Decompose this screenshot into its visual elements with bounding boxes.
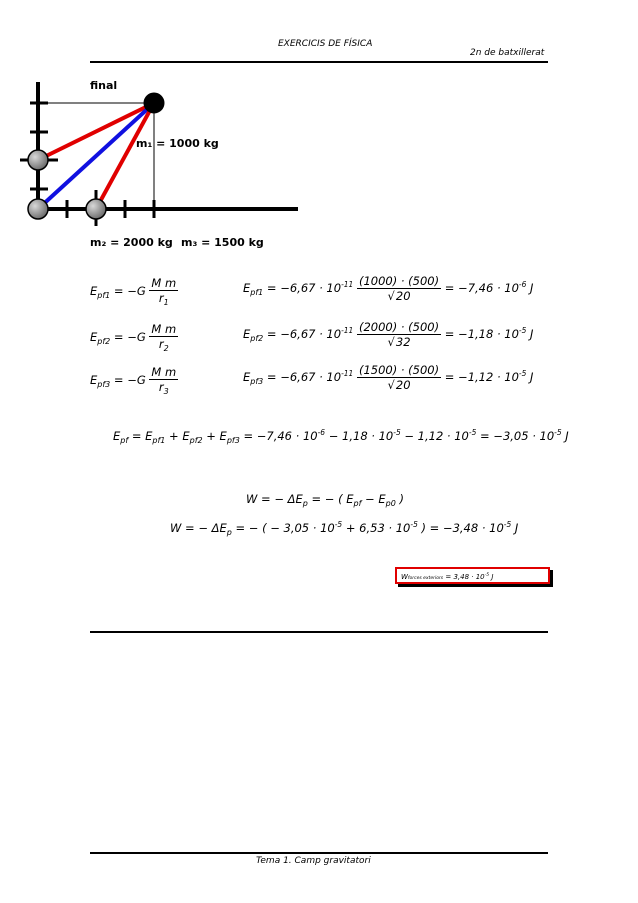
result-box: Wforces exteriors = $3,48 \cdot 10^{-5}$ J [395, 567, 550, 584]
mass-final [144, 93, 164, 113]
mass-m2 [28, 199, 48, 219]
mass-m3 [86, 199, 106, 219]
footer-rule [90, 852, 548, 854]
formula-epf1: $E_{pf1} = -G$ $\frac{\text{M m}}{r_1}$ [90, 276, 177, 307]
section-rule [90, 631, 548, 633]
calc-epf3: $E_{pf3} = -6,67 \cdot 10^{-11}$ $\frac{(1500) \cdot (500)}{√20}$ = $-1,12 \cdot 10^{-5}$ J [243, 363, 534, 392]
m1-label: m₁ = 1000 kg [136, 137, 219, 150]
header-course: 2n de batxillerat [470, 48, 545, 58]
work-definition: W = − $\Delta E_p$ = − ( $E_{pf} - E_{p0}$ ) [246, 492, 404, 508]
final-label: final [90, 79, 118, 92]
formula-epf3: $E_{pf3} = -G$ $\frac{\text{M m}}{r_3}$ [90, 365, 177, 396]
m2-label: m₂ = 2000 kg [90, 236, 173, 249]
mass-diagram [0, 0, 638, 260]
m3-label: m₃ = 1500 kg [181, 236, 264, 249]
formula-epf2: $E_{pf2} = -G$ $\frac{\text{M m}}{r_2}$ [90, 322, 177, 353]
header-title: EXERCICIS DE FÍSICA [278, 39, 373, 49]
footer-text: Tema 1. Camp gravitatori [256, 856, 371, 866]
work-calculation: W = − $\Delta E_p$ = − ( − $3,05 \cdot 10^{-5} + 6,53 \cdot 10^{-5}$ ) = $-3,48 \cdot 10^{-5}$ J [170, 520, 519, 537]
total-epf: $E_{pf} = E_{pf1} + E_{pf2} + E_{pf3} = -7,46 \cdot 10^{-6} - 1,18 \cdot 10^{-5} - 1,12 \cdot 10^{-5} = -3,05 \cdot 10^{-5}$ J [113, 428, 569, 445]
mass-m1 [28, 150, 48, 170]
calc-epf2: $E_{pf2} = -6,67 \cdot 10^{-11}$ $\frac{(2000) \cdot (500)}{√32}$ = $-1,18 \cdot 10^{-5}$ J [243, 320, 534, 349]
calc-epf1: $E_{pf1} = -6,67 \cdot 10^{-11}$ $\frac{(1000) \cdot (500)}{√20}$ = $-7,46 \cdot 10^{-6}$ J [243, 274, 534, 303]
